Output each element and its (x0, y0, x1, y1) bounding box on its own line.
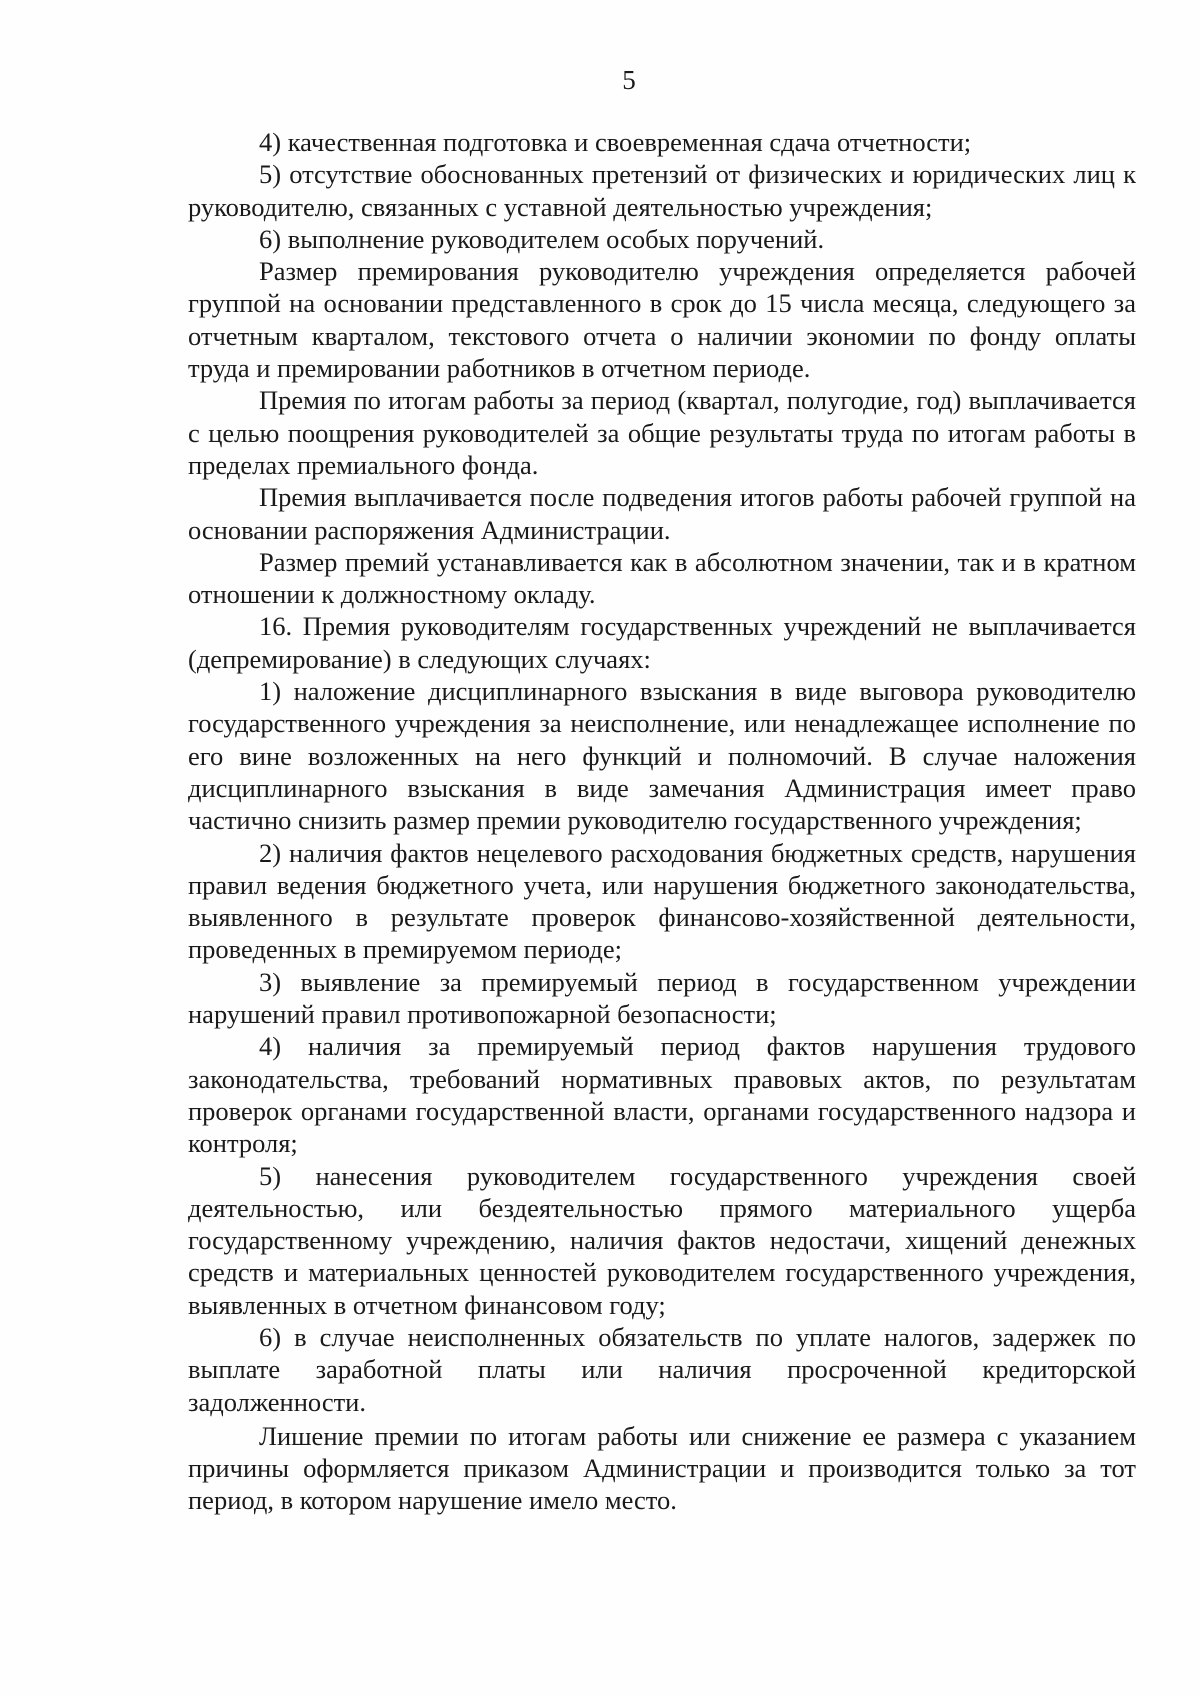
paragraph-criterion-5: 5) отсутствие обоснованных претензий от физических и юридических лиц к руководителю, связанных с уставной деятельностью учреждения; (188, 159, 1136, 222)
page-number: 5 (622, 65, 636, 95)
paragraph-bonus-size: Размер премирования руководителю учреждения определяется рабочей группой на основании представленного в срок до 15 числа месяца, следующего за отчетным кварталом, текстового отчета о наличии экономии по фонду оплаты труда и премировании работников в отчетном периоде. (188, 256, 1136, 384)
paragraph-case-4: 4) наличия за премируемый период фактов нарушения трудового законодательства, требований нормативных правовых актов, по результатам проверок органами государственной власти, органами государственного надзора и контроля; (188, 1031, 1136, 1159)
paragraph-criterion-4: 4) качественная подготовка и своевременная сдача отчетности; (259, 127, 972, 157)
paragraph-section-16: 16. Премия руководителям государственных учреждений не выплачивается (депремирование) в следующих случаях: (188, 611, 1136, 674)
paragraph-bonus-payment: Премия выплачивается после подведения итогов работы рабочей группой на основании распоряжения Администрации. (188, 482, 1136, 545)
paragraph-period-bonus: Премия по итогам работы за период (квартал, полугодие, год) выплачивается с целью поощрения руководителей за общие результаты труда по итогам работы в пределах премиального фонда. (188, 385, 1136, 480)
paragraph-case-3: 3) выявление за премируемый период в государственном учреждении нарушений правил противопожарной безопасности; (188, 966, 1136, 1030)
paragraph-case-5: 5) нанесения руководителем государственного учреждения своей деятельностью, или бездеятельностью прямого материального ущерба государственному учреждению, наличия фактов недостачи, хищений денежных средств и материальных ценностей руководителем государственного учреждения, выявленных в отчетном финансовом году; (188, 1160, 1136, 1320)
document-body (188, 126, 1136, 1517)
paragraph-deprivation: Лишение премии по итогам работы или снижение ее размера с указанием причины оформляется приказом Администрации и производится только за тот период, в котором нарушение имело место. (188, 1420, 1136, 1516)
paragraph-case-1: 1) наложение дисциплинарного взыскания в виде выговора руководителю государственного учреждения за неисполнение, или ненадлежащее исполнение по его вине возложенных на него функций и полномочий. В случае наложения дисциплинарного взыскания в виде замечания Администрация имеет право частично снизить размер премии руководителю государственного учреждения; (188, 676, 1136, 836)
paragraph-case-2: 2) наличия фактов нецелевого расходования бюджетных средств, нарушения правил ведения бюджетного учета, или нарушения бюджетного законодательства, выявленного в результате проверок финансово-хозяйственной деятельности, проведенных в премируемом периоде; (188, 837, 1136, 965)
paragraph-case-6: 6) в случае неисполненных обязательств по уплате налогов, задержек по выплате заработной платы или наличия просроченной кредиторской задолженности. (188, 1321, 1136, 1417)
paragraph-bonus-amount: Размер премий устанавливается как в абсолютном значении, так и в кратном отношении к должностному окладу. (188, 546, 1136, 610)
paragraph-criterion-6: 6) выполнение руководителем особых поручений. (259, 223, 825, 254)
